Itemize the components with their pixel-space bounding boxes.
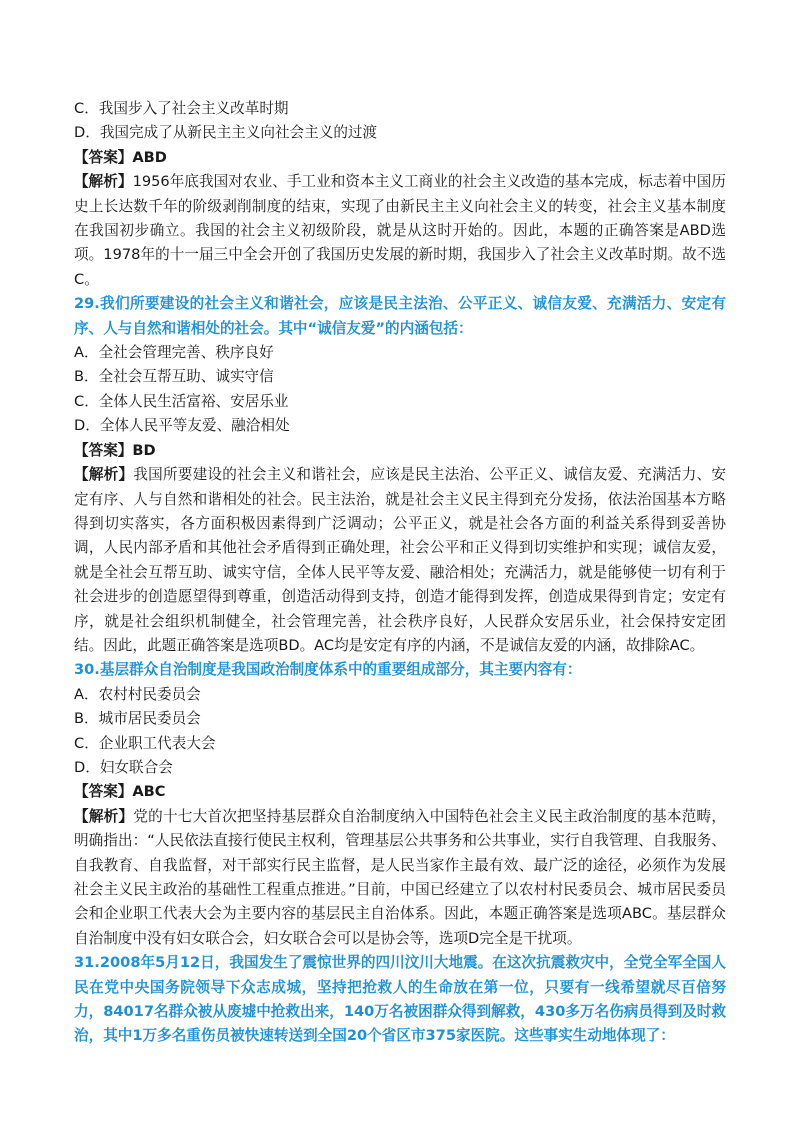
option-c: C．企业职工代表大会 <box>74 734 216 752</box>
question-30-title: 30.基层群众自治制度是我国政治制度体系中的重要组成部分，其主要内容有： <box>74 661 582 679</box>
previous-question-block <box>74 97 726 292</box>
analysis-paragraph <box>74 170 726 292</box>
question-29-title: 29.我们所要建设的社会主义和谐社会，应该是民主法治、公平正义、诚信友爱、充满活力、安定有序、人与自然和谐相处的社会。其中“诚信友爱”的内涵包括： <box>74 295 726 337</box>
analysis-text: 党的十七大首次把坚持基层群众自治制度纳入中国特色社会主义民主政治制度的基本范畴，明确指出：“人民依法直接行使民主权利，管理基层公共事务和公共事业，实行自我管理、自我服务、自我教育、自我监督，对干部实行民主监督，是人民当家作主最有效、最广泛的途径，必须作为发展社会主义民主政治的基础性工程重点推进。”目前，中国已经建立了以农村村民委员会、城市居民委员会和企业职工代表大会为主要内容的基层民主自治体系。因此，本题正确答案是选项ABC。基层群众自治制度中没有妇女联合会，妇女联合会可以是协会等，选项D完全是干扰项。 <box>74 807 726 947</box>
option-d: D．全体人民平等友爱、融洽相处 <box>74 417 290 435</box>
answer-label: 【答案】BD <box>74 441 156 459</box>
option-a: A．全社会管理完善、秩序良好 <box>74 344 274 362</box>
analysis-tag: 【解析】 <box>74 466 134 484</box>
question-31-block <box>74 951 726 1049</box>
option-d: D．妇女联合会 <box>74 758 173 776</box>
option-d: D．我国完成了从新民主主义向社会主义的过渡 <box>74 124 378 142</box>
analysis-text: 我国所要建设的社会主义和谐社会，应该是民主法治、公平正义、诚信友爱、充满活力、安定有序、人与自然和谐相处的社会。民主法治，就是社会主义民主得到充分发扬，依法治国基本方略得到切实落实，各方面积极因素得到广泛调动；公平正义，就是社会各方面的利益关系得到妥善协调，人民内部矛盾和其他社会矛盾得到正确处理，社会公平和正义得到切实维护和实现；诚信友爱，就是全社会互帮互助、诚实守信，全体人民平等友爱、融洽相处；充满活力，就是能够使一切有利于社会进步的创造愿望得到尊重，创造活动得到支持，创造才能得到发挥，创造成果得到肯定；安定有序，就是社会组织机制健全，社会管理完善，社会秩序良好，人民群众安居乐业，社会保持安定团结。因此，此题正确答案是选项BD。AC均是安定有序的内涵，不是诚信友爱的内涵，故排除AC。 <box>74 466 726 654</box>
option-b: B．全社会互帮互助、诚实守信 <box>74 368 274 386</box>
analysis-tag: 【解析】 <box>74 807 134 825</box>
question-31-title: 31.2008年5月12日，我国发生了震惊世界的四川汶川大地震。在这次抗震救灾中，全党全军全国人民在党中央国务院领导下众志成城，坚持把抢救人的生命放在第一位，只要有一线希望就尽百倍努力，84017名群众被从废墟中抢救出来，140万名被困群众得到解救，430多万名伤病员得到及时救治，其中1万多名重伤员被快速转送到全国20个省区市375家医院。这些事实生动地体现了： <box>74 954 726 1045</box>
analysis-paragraph <box>74 463 726 658</box>
option-a: A．农村村民委员会 <box>74 685 201 703</box>
question-29-block <box>74 292 726 658</box>
option-b: B．城市居民委员会 <box>74 710 201 728</box>
option-c: C．我国步入了社会主义改革时期 <box>74 100 289 117</box>
analysis-paragraph <box>74 805 726 951</box>
document-page <box>74 97 726 1049</box>
analysis-tag: 【解析】 <box>74 173 133 191</box>
answer-label: 【答案】ABD <box>74 148 167 166</box>
question-30-block <box>74 658 726 951</box>
answer-label: 【答案】ABC <box>74 783 166 801</box>
option-c: C．全体人民生活富裕、安居乐业 <box>74 392 289 410</box>
analysis-text: 1956年底我国对农业、手工业和资本主义工商业的社会主义改造的基本完成，标志着中国历史上长达数千年的阶级剥削制度的结束，实现了由新民主主义向社会主义的转变，社会主义基本制度在我国初步确立。我国的社会主义初级阶段，就是从这时开始的。因此，本题的正确答案是ABD选项。1978年的十一届三中全会开创了我国历史发展的新时期，我国步入了社会主义改革时期。故不选C。 <box>74 173 726 288</box>
